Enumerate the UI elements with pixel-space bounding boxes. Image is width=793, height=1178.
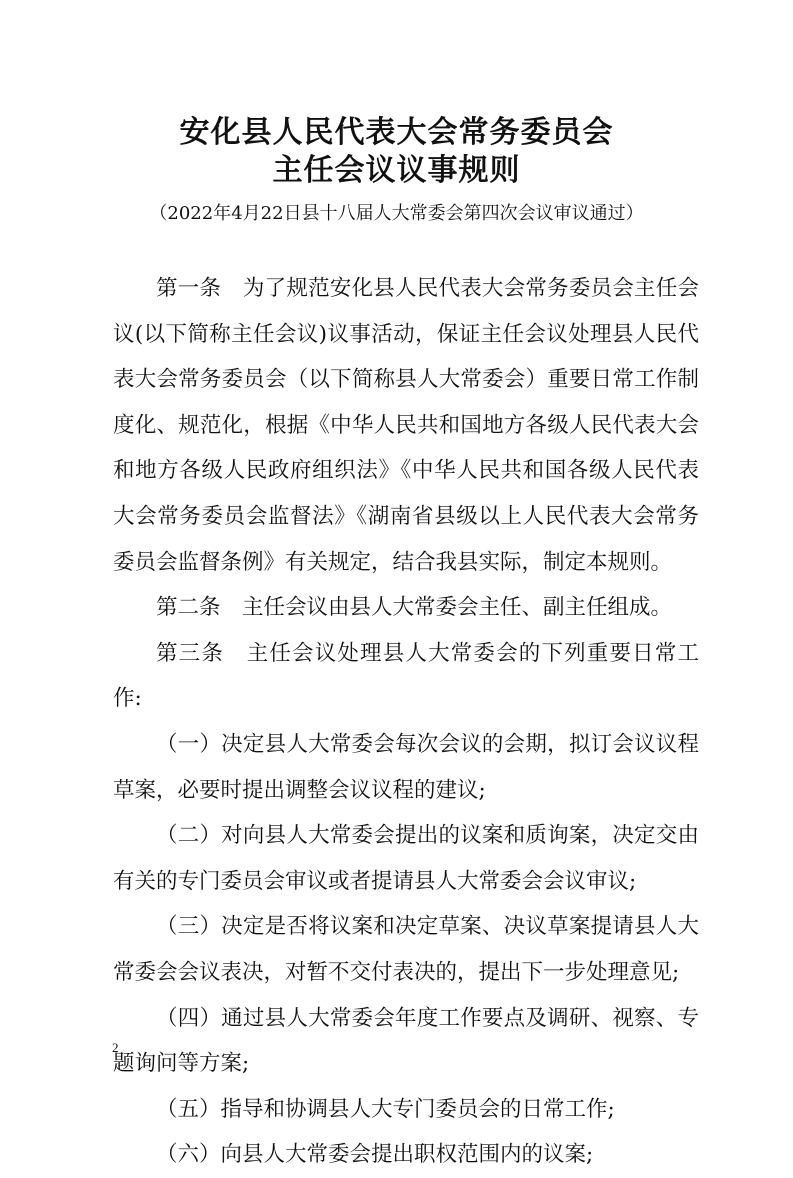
article-3-item-3: （三）决定是否将议案和决定草案、决议草案提请县人大常委会会议表决，对暂不交付表决的，提出下一步处理意见; (113, 914, 699, 985)
article-3-item-2: （二）对向县人大常委会提出的议案和质询案，决定交由有关的专门委员会审议或者提请县人大常委会会议审议; (113, 823, 699, 894)
article-2-paragraph: 第二条 主任会议由县人大常委会主任、副主任组成。 (156, 595, 673, 621)
page-number: 2 (112, 1040, 119, 1055)
article-3-item-6: （六）向县人大常委会提出职权范围内的议案; (156, 1142, 594, 1168)
article-3-item-4: （四）通过县人大常委会年度工作要点及调研、视察、专题询问等方案; (113, 1005, 699, 1077)
article-3-item-5: （五）指导和协调县人大专门委员会的日常工作; (156, 1096, 615, 1122)
document-title-line-2: 主任会议议事规则 (272, 153, 521, 188)
article-1-paragraph: 第一条 为了规范安化县人民代表大会常务委员会主任会议(以下简称主任会议)议事活动，保证主任会议处理县人民代表大会常务委员会（以下简称县人大常委会）重要日常工作制度化、规范化，根据《中华人民共和国地方各级人民代表大会和地方各级人民政府组织法》《中华人民共和国各级人民代表大会常务委员会监督法》《湖南省县级以上人民代表大会常务委员会监督条例》有关规定，结合我县实际，制定本规则。 (113, 276, 699, 575)
article-3-paragraph: 第三条 主任会议处理县人大常委会的下列重要日常工作: (113, 640, 699, 712)
article-3-item-1: （一）决定县人大常委会每次会议的会期，拟订会议议程草案，必要时提出调整会议议程的建议; (113, 731, 699, 803)
document-body (113, 266, 699, 1178)
document-title-line-1: 安化县人民代表大会常务委员会 (179, 115, 614, 150)
document-subtitle: （2022年4月22日县十八届人大常委会第四次会议审议通过） (149, 203, 644, 224)
